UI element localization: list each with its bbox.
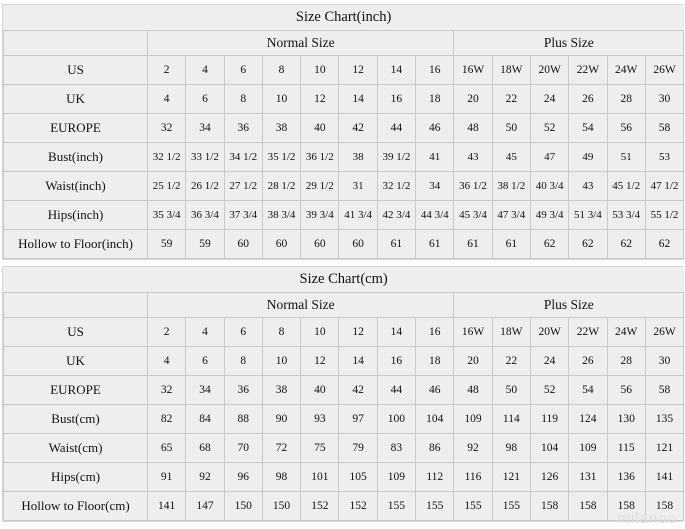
row-label: Hips(inch)	[4, 201, 148, 230]
cell: 26W	[645, 318, 683, 347]
cell: 131	[569, 463, 607, 492]
cell: 96	[224, 463, 262, 492]
cell: 18	[416, 347, 454, 376]
row-label: Hollow to Floor(inch)	[4, 230, 148, 259]
cell: 124	[569, 405, 607, 434]
table-row	[4, 143, 684, 172]
cell: 4	[186, 56, 224, 85]
cell: 30	[645, 347, 683, 376]
table-title-row	[4, 5, 684, 31]
cell: 116	[454, 463, 492, 492]
row-label: Bust(cm)	[4, 405, 148, 434]
cell: 8	[262, 318, 300, 347]
cell: 68	[186, 434, 224, 463]
cell: 47 1/2	[645, 172, 683, 201]
cell: 44 3/4	[416, 201, 454, 230]
cell: 8	[224, 347, 262, 376]
cell: 6	[186, 347, 224, 376]
cell: 65	[148, 434, 186, 463]
cell: 40	[301, 114, 339, 143]
cell: 41	[416, 143, 454, 172]
table-row	[4, 201, 684, 230]
cell: 24	[530, 347, 568, 376]
page-title: Size Chart(inch)	[4, 5, 684, 31]
cell: 92	[186, 463, 224, 492]
cell: 53 3/4	[607, 201, 645, 230]
size-chart-inch-table	[3, 5, 684, 259]
cell: 18	[416, 85, 454, 114]
group-header-plus: Plus Size	[454, 293, 684, 318]
cell: 12	[339, 56, 377, 85]
table-row	[4, 172, 684, 201]
cell: 6	[224, 56, 262, 85]
cell: 45 1/2	[607, 172, 645, 201]
cell: 16	[377, 347, 415, 376]
cell: 38	[262, 114, 300, 143]
cell: 16	[377, 85, 415, 114]
cell: 34	[416, 172, 454, 201]
cell: 22	[492, 347, 530, 376]
cell: 52	[530, 376, 568, 405]
table-title-row	[4, 267, 684, 293]
cell: 60	[301, 230, 339, 259]
cell: 44	[377, 114, 415, 143]
cell: 10	[262, 347, 300, 376]
cell: 109	[569, 434, 607, 463]
group-header-normal: Normal Size	[148, 293, 454, 318]
table-row	[4, 85, 684, 114]
cell: 38 3/4	[262, 201, 300, 230]
cell: 152	[301, 492, 339, 521]
cell: 62	[645, 230, 683, 259]
cell: 54	[569, 114, 607, 143]
cell: 2	[148, 318, 186, 347]
cell: 104	[530, 434, 568, 463]
blank-corner	[4, 293, 148, 318]
cell: 20	[454, 347, 492, 376]
cell: 141	[148, 492, 186, 521]
cell: 12	[339, 318, 377, 347]
row-label: Hollow to Floor(cm)	[4, 492, 148, 521]
cell: 10	[301, 318, 339, 347]
cell: 35 1/2	[262, 143, 300, 172]
cell: 51 3/4	[569, 201, 607, 230]
cell: 130	[607, 405, 645, 434]
cell: 56	[607, 114, 645, 143]
cell: 45 3/4	[454, 201, 492, 230]
cell: 8	[224, 85, 262, 114]
cell: 34 1/2	[224, 143, 262, 172]
page-title: Size Chart(cm)	[4, 267, 684, 293]
cell: 48	[454, 114, 492, 143]
size-chart-cm-table	[3, 267, 684, 521]
cell: 83	[377, 434, 415, 463]
cell: 4	[148, 347, 186, 376]
table-row	[4, 434, 684, 463]
cell: 14	[339, 347, 377, 376]
table-row	[4, 405, 684, 434]
cell: 155	[492, 492, 530, 521]
cell: 91	[148, 463, 186, 492]
cell: 46	[416, 114, 454, 143]
cell: 36 1/2	[454, 172, 492, 201]
cell: 152	[339, 492, 377, 521]
table-row	[4, 114, 684, 143]
cell: 150	[262, 492, 300, 521]
cell: 46	[416, 376, 454, 405]
blank-corner	[4, 31, 148, 56]
cell: 43	[569, 172, 607, 201]
cell: 43	[454, 143, 492, 172]
cell: 155	[377, 492, 415, 521]
cell: 34	[186, 114, 224, 143]
cell: 14	[339, 85, 377, 114]
group-header-row	[4, 31, 684, 56]
cell: 16	[416, 56, 454, 85]
row-label: UK	[4, 347, 148, 376]
cell: 41 3/4	[339, 201, 377, 230]
cell: 39 3/4	[301, 201, 339, 230]
cell: 121	[645, 434, 683, 463]
cell: 60	[262, 230, 300, 259]
cell: 59	[186, 230, 224, 259]
cell: 28	[607, 347, 645, 376]
cell: 12	[301, 85, 339, 114]
cell: 62	[607, 230, 645, 259]
cell: 32 1/2	[377, 172, 415, 201]
cell: 75	[301, 434, 339, 463]
cell: 158	[645, 492, 683, 521]
cell: 48	[454, 376, 492, 405]
cell: 16W	[454, 318, 492, 347]
cell: 16	[416, 318, 454, 347]
cell: 84	[186, 405, 224, 434]
table-row	[4, 56, 684, 85]
cell: 18W	[492, 56, 530, 85]
cell: 36	[224, 114, 262, 143]
cell: 136	[607, 463, 645, 492]
cell: 32 1/2	[148, 143, 186, 172]
cell: 58	[645, 376, 683, 405]
cell: 28 1/2	[262, 172, 300, 201]
cell: 20W	[530, 56, 568, 85]
cell: 34	[186, 376, 224, 405]
cell: 59	[148, 230, 186, 259]
cell: 150	[224, 492, 262, 521]
cell: 49	[569, 143, 607, 172]
table-row	[4, 376, 684, 405]
cell: 32	[148, 114, 186, 143]
row-label: EUROPE	[4, 376, 148, 405]
cell: 126	[530, 463, 568, 492]
cell: 38	[262, 376, 300, 405]
cell: 62	[530, 230, 568, 259]
cell: 50	[492, 376, 530, 405]
cell: 20	[454, 85, 492, 114]
cell: 58	[645, 114, 683, 143]
row-label: EUROPE	[4, 114, 148, 143]
cell: 45	[492, 143, 530, 172]
cell: 18W	[492, 318, 530, 347]
cell: 158	[607, 492, 645, 521]
cell: 38	[339, 143, 377, 172]
cell: 24	[530, 85, 568, 114]
cell: 56	[607, 376, 645, 405]
cell: 37 3/4	[224, 201, 262, 230]
cell: 115	[607, 434, 645, 463]
cell: 44	[377, 376, 415, 405]
cell: 61	[454, 230, 492, 259]
cell: 39 1/2	[377, 143, 415, 172]
row-label: Waist(inch)	[4, 172, 148, 201]
size-chart-inch	[2, 4, 683, 260]
cell: 33 1/2	[186, 143, 224, 172]
cell: 100	[377, 405, 415, 434]
cell: 135	[645, 405, 683, 434]
cell: 42 3/4	[377, 201, 415, 230]
cell: 6	[186, 85, 224, 114]
group-header-plus: Plus Size	[454, 31, 684, 56]
cell: 42	[339, 114, 377, 143]
cell: 121	[492, 463, 530, 492]
cell: 6	[224, 318, 262, 347]
cell: 61	[492, 230, 530, 259]
cell: 55 1/2	[645, 201, 683, 230]
row-label: US	[4, 318, 148, 347]
cell: 61	[377, 230, 415, 259]
cell: 93	[301, 405, 339, 434]
cell: 26	[569, 85, 607, 114]
cell: 50	[492, 114, 530, 143]
table-row	[4, 230, 684, 259]
cell: 36 1/2	[301, 143, 339, 172]
cell: 40 3/4	[530, 172, 568, 201]
cell: 10	[262, 85, 300, 114]
cell: 32	[148, 376, 186, 405]
cell: 86	[416, 434, 454, 463]
cell: 119	[530, 405, 568, 434]
cell: 155	[454, 492, 492, 521]
cell: 54	[569, 376, 607, 405]
cell: 114	[492, 405, 530, 434]
cell: 26W	[645, 56, 683, 85]
group-header-row	[4, 293, 684, 318]
cell: 92	[454, 434, 492, 463]
cell: 26	[569, 347, 607, 376]
cell: 35 3/4	[148, 201, 186, 230]
cell: 105	[339, 463, 377, 492]
cell: 30	[645, 85, 683, 114]
size-chart-cm	[2, 266, 683, 522]
cell: 16W	[454, 56, 492, 85]
cell: 22	[492, 85, 530, 114]
cell: 112	[416, 463, 454, 492]
cell: 101	[301, 463, 339, 492]
cell: 72	[262, 434, 300, 463]
cell: 4	[186, 318, 224, 347]
cell: 60	[339, 230, 377, 259]
row-label: UK	[4, 85, 148, 114]
cell: 104	[416, 405, 454, 434]
cell: 8	[262, 56, 300, 85]
cell: 97	[339, 405, 377, 434]
cell: 98	[492, 434, 530, 463]
watermark: milanoo	[617, 510, 677, 527]
table-row	[4, 463, 684, 492]
table-row	[4, 347, 684, 376]
cell: 27 1/2	[224, 172, 262, 201]
row-label: US	[4, 56, 148, 85]
cell: 47	[530, 143, 568, 172]
cell: 36 3/4	[186, 201, 224, 230]
cell: 14	[377, 56, 415, 85]
cell: 53	[645, 143, 683, 172]
cell: 12	[301, 347, 339, 376]
cell: 10	[301, 56, 339, 85]
cell: 109	[377, 463, 415, 492]
cell: 82	[148, 405, 186, 434]
cell: 22W	[569, 56, 607, 85]
cell: 40	[301, 376, 339, 405]
cell: 24W	[607, 56, 645, 85]
table-row	[4, 318, 684, 347]
cell: 147	[186, 492, 224, 521]
cell: 24W	[607, 318, 645, 347]
group-header-normal: Normal Size	[148, 31, 454, 56]
cell: 4	[148, 85, 186, 114]
cell: 26 1/2	[186, 172, 224, 201]
cell: 28	[607, 85, 645, 114]
cell: 29 1/2	[301, 172, 339, 201]
cell: 70	[224, 434, 262, 463]
cell: 2	[148, 56, 186, 85]
cell: 60	[224, 230, 262, 259]
cell: 51	[607, 143, 645, 172]
cell: 79	[339, 434, 377, 463]
cell: 62	[569, 230, 607, 259]
cell: 49 3/4	[530, 201, 568, 230]
cell: 155	[416, 492, 454, 521]
cell: 14	[377, 318, 415, 347]
cell: 98	[262, 463, 300, 492]
cell: 31	[339, 172, 377, 201]
cell: 61	[416, 230, 454, 259]
cell: 47 3/4	[492, 201, 530, 230]
cell: 52	[530, 114, 568, 143]
row-label: Bust(inch)	[4, 143, 148, 172]
row-label: Waist(cm)	[4, 434, 148, 463]
cell: 20W	[530, 318, 568, 347]
cell: 25 1/2	[148, 172, 186, 201]
cell: 22W	[569, 318, 607, 347]
cell: 90	[262, 405, 300, 434]
table-row	[4, 492, 684, 521]
cell: 88	[224, 405, 262, 434]
cell: 42	[339, 376, 377, 405]
cell: 38 1/2	[492, 172, 530, 201]
cell: 158	[569, 492, 607, 521]
cell: 109	[454, 405, 492, 434]
cell: 141	[645, 463, 683, 492]
cell: 158	[530, 492, 568, 521]
cell: 36	[224, 376, 262, 405]
row-label: Hips(cm)	[4, 463, 148, 492]
